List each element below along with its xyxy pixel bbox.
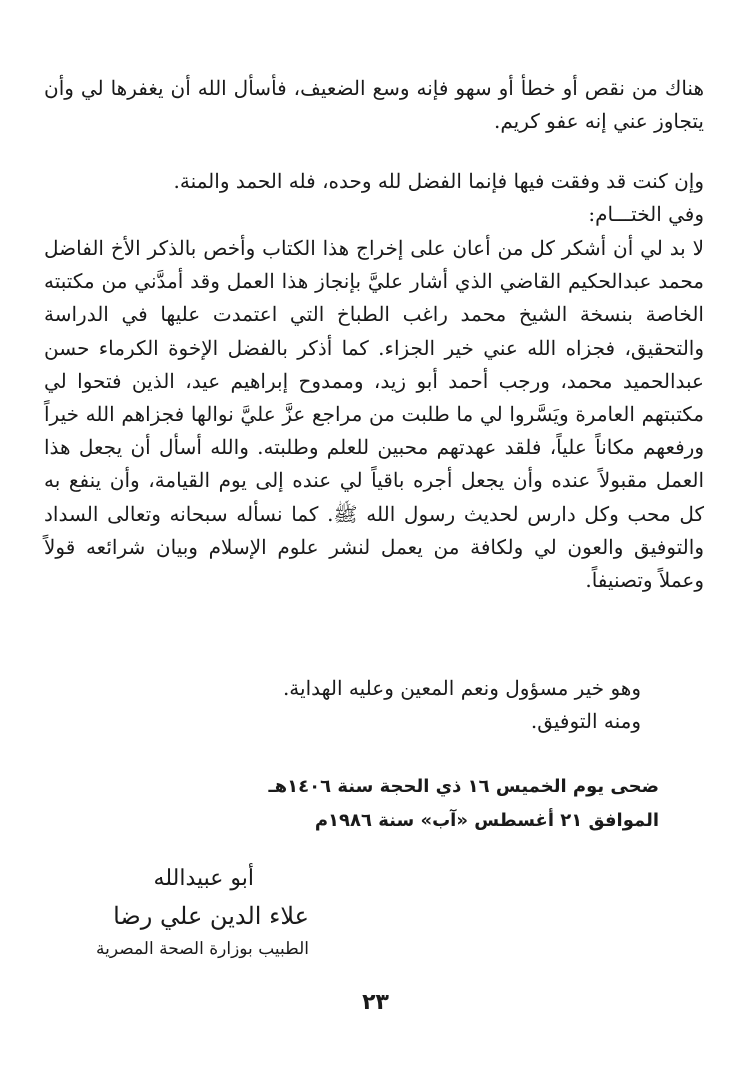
- gregorian-date: الموافق ٢١ أغسطس «آب» سنة ١٩٨٦م: [314, 810, 659, 831]
- closing-heading: وفي الختـــام:: [588, 202, 704, 226]
- closing-line-2: ومنه التوفيق.: [530, 709, 641, 733]
- gratitude-paragraph: وإن كنت قد وفقت فيها فإنما الفضل لله وحده، فله الحمد والمنة.: [173, 169, 704, 193]
- hijri-date: ضحى يوم الخميس ١٦ ذي الحجة سنة ١٤٠٦هـ: [268, 776, 659, 797]
- signature-name: علاء الدين علي رضا: [113, 902, 309, 930]
- signature-title: الطبيب بوزارة الصحة المصرية: [95, 939, 309, 959]
- acknowledgments-paragraph: لا بد لي أن أشكر كل من أعان على إخراج هذا الكتاب وأخص بالذكر الأخ الفاضل محمد عبدالحكيم القاضي الذي أشار عليَّ بإنجاز هذا العمل وقد أمدَّني من مكتبته الخاصة بنسخة الشيخ محمد راغب الطباخ التي اعتمدت عليها في الدراسة والتحقيق، فجزاه الله عني خير الجزاء. كما أذكر بالفضل الإخوة الكرماء حسن عبدالحميد محمد، ورجب أحمد أبو زيد، وممدوح إبراهيم عيد، الذين فتحوا لي مكتبتهم العامرة ويَسَّروا لي ما طلبت من مراجع عزَّ عليَّ نوالها فجزاهم الله خيراً ورفعهم مكاناً علياً، فلقد عهدتهم محبين للعلم وطلبته. والله أسأل أن يجعل هذا العمل مقبولاً عنده وأن يجعل أجره باقياً لي عنده إلى يوم القيامة، وأن ينفع به كل محب وكل دارس لحديث رسول الله ﷺ. كما نسأله سبحانه وتعالى السداد والتوفيق والعون لي ولكافة من يعمل لنشر علوم الإسلام وبيان شرائعه قولاً وعملاً وتصنيفاً.: [44, 236, 704, 593]
- signature-kunya: أبو عبيدالله: [153, 866, 254, 891]
- page-number: ٢٣: [362, 990, 389, 1015]
- intro-paragraph: هناك من نقص أو خطأ أو سهو فإنه وسع الضعيف، فأسأل الله أن يغفرها لي وأن يتجاوز عني إنه عفو كريم.: [44, 76, 704, 134]
- closing-line-1: وهو خير مسؤول ونعم المعين وعليه الهداية.: [282, 676, 641, 700]
